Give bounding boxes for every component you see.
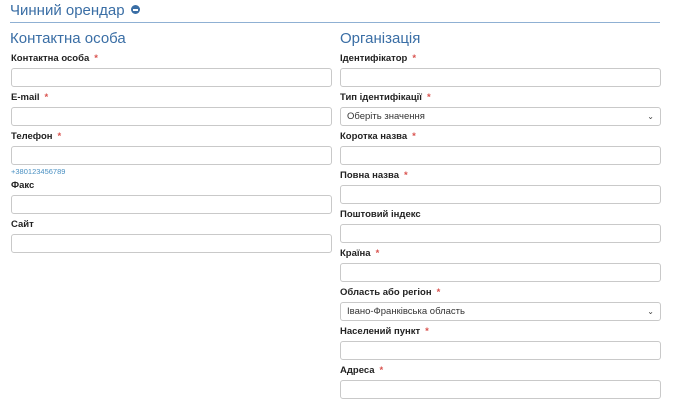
region-select[interactable]: [340, 302, 661, 321]
section-title-text: Чинний орендар: [10, 2, 125, 19]
phone-label: Телефон *: [11, 131, 62, 142]
contact-person-input[interactable]: [11, 68, 332, 87]
email-input[interactable]: [11, 107, 332, 126]
fax-label: Факс: [11, 180, 35, 191]
region-label: Область або регіон *: [340, 287, 441, 298]
id-type-select[interactable]: [340, 107, 661, 126]
contact-column-title: Контактна особа: [10, 30, 126, 47]
country-label: Країна *: [340, 248, 380, 259]
site-input[interactable]: [11, 234, 332, 253]
city-input[interactable]: [340, 341, 661, 360]
email-label: E-mail *: [11, 92, 49, 103]
address-label: Адреса *: [340, 365, 384, 376]
postal-code-label: Поштовий індекс: [340, 209, 421, 220]
phone-input[interactable]: [11, 146, 332, 165]
id-type-label: Тип ідентифікації *: [340, 92, 431, 103]
chevron-down-icon: ⌄: [647, 112, 654, 121]
address-input[interactable]: [340, 380, 661, 399]
region-selected-value: Івано-Франківська область: [347, 306, 465, 317]
full-name-label: Повна назва *: [340, 170, 408, 181]
city-label: Населений пункт *: [340, 326, 429, 337]
site-label: Сайт: [11, 219, 34, 230]
section-title: [10, 2, 140, 19]
postal-code-input[interactable]: [340, 224, 661, 243]
id-type-selected-value: Оберіть значення: [347, 111, 425, 122]
identifier-label: Ідентифікатор *: [340, 53, 417, 64]
chevron-down-icon: ⌄: [647, 307, 654, 316]
country-input[interactable]: [340, 263, 661, 282]
short-name-label: Коротка назва *: [340, 131, 416, 142]
fax-input[interactable]: [11, 195, 332, 214]
full-name-input[interactable]: [340, 185, 661, 204]
collapse-toggle-icon[interactable]: [131, 5, 140, 14]
identifier-input[interactable]: [340, 68, 661, 87]
phone-format-hint: +380123456789: [11, 167, 66, 176]
contact-person-label: Контактна особа *: [11, 53, 98, 64]
section-divider: [10, 22, 660, 23]
org-column-title: Організація: [340, 30, 421, 47]
short-name-input[interactable]: [340, 146, 661, 165]
